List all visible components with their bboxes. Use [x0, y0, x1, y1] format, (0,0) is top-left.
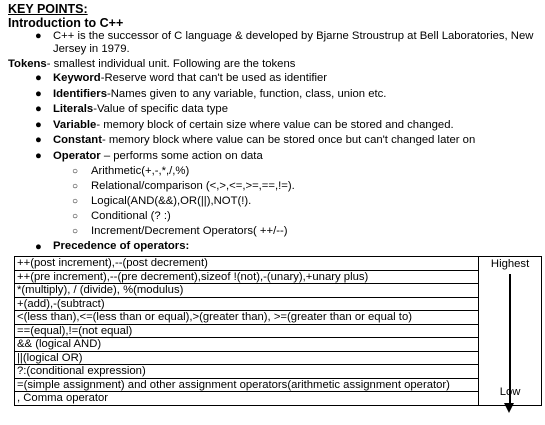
- bullet-icon: ●: [35, 30, 42, 42]
- precedence-row: [15, 324, 542, 338]
- precedence-cell: ?:(conditional expression): [15, 365, 479, 379]
- precedence-row: [15, 270, 542, 284]
- precedence-cell: =(simple assignment) and other assignment operators(arithmetic assignment operator): [15, 378, 479, 392]
- token-item: [8, 118, 543, 134]
- precedence-cell: *(multiply), / (divide), %(modulus): [15, 284, 479, 298]
- precedence-row: [15, 378, 542, 392]
- bullet-icon: ●: [35, 87, 42, 100]
- precedence-table: [14, 256, 542, 406]
- operator-type-item: [8, 179, 543, 194]
- token-term: Literals: [53, 103, 94, 115]
- intro-bullet: [8, 30, 543, 56]
- intro-heading: Introduction to C++: [8, 16, 124, 30]
- circle-bullet-icon: ○: [72, 181, 79, 192]
- operator-type-text: Increment/Decrement Operators( ++/--): [91, 225, 288, 237]
- precedence-row: [15, 284, 542, 298]
- token-desc: -Names given to any variable, function, class, union etc.: [107, 87, 387, 100]
- token-item-text: [53, 103, 228, 115]
- operator-type-text: Conditional (? :): [91, 210, 171, 222]
- tokens-label: Tokens: [8, 58, 47, 70]
- highest-label: Highest: [490, 258, 530, 270]
- precedence-row: [15, 365, 542, 379]
- operator-type-item: [8, 194, 543, 209]
- bullet-icon: ●: [35, 241, 42, 253]
- tokens-line: [8, 57, 543, 71]
- token-item: [8, 149, 543, 165]
- token-item-text: [53, 134, 475, 146]
- token-item: [8, 133, 543, 149]
- operator-type-item: [8, 209, 543, 224]
- circle-bullet-icon: ○: [72, 166, 79, 177]
- precedence-row: [15, 351, 542, 365]
- operator-type-text: Logical(AND(&&),OR(||),NOT(!).: [91, 195, 252, 207]
- precedence-cell: , Comma operator: [15, 392, 479, 406]
- operator-type-item: [8, 224, 543, 239]
- precedence-cell: ==(equal),!=(not equal): [15, 324, 479, 338]
- precedence-cell: ++(post increment),--(post decrement): [15, 257, 479, 271]
- token-item: [8, 102, 543, 118]
- precedence-direction-cell: [479, 257, 542, 406]
- token-desc: -Value of specific data type: [93, 103, 228, 115]
- token-term: Keyword: [53, 72, 101, 84]
- token-term: Constant: [53, 134, 102, 146]
- key-points-heading: KEY POINTS:: [8, 2, 88, 16]
- precedence-cell: ||(logical OR): [15, 351, 479, 365]
- token-item-text: [53, 72, 327, 84]
- token-term: Operator: [53, 149, 101, 162]
- token-item-text: [53, 88, 386, 100]
- operator-type-text: Relational/comparison (<,>,<=,>=,==,!=).: [91, 180, 295, 192]
- operator-type-text: Arithmetic(+,-,*,/,%): [91, 165, 190, 177]
- token-term: Identifiers: [53, 87, 107, 100]
- operator-type-item: [8, 164, 543, 179]
- precedence-heading: [8, 239, 543, 253]
- token-item-text: [53, 119, 454, 131]
- token-item: [8, 71, 543, 87]
- token-desc: - memory block where value can be stored once but can't changed later on: [101, 134, 476, 146]
- bullet-icon: ●: [35, 118, 42, 131]
- intro-bullet-text: C++ is the successor of C language & developed by Bjarne Stroustrup at Bell Laboratories, New Jersey in 1979.: [53, 30, 534, 55]
- token-item-text: [53, 150, 263, 162]
- precedence-cell: && (logical AND): [15, 338, 479, 352]
- lowest-label: Low: [499, 386, 521, 398]
- precedence-row: [15, 392, 542, 406]
- precedence-row: [15, 338, 542, 352]
- arrow-head-icon: [504, 403, 514, 413]
- operator-type-list: [8, 164, 543, 239]
- token-desc: -Reserve word that can't be used as identifier: [100, 72, 328, 84]
- bullet-icon: ●: [35, 72, 42, 84]
- token-desc: – performs some action on data: [100, 149, 263, 162]
- bullet-icon: ●: [35, 134, 42, 146]
- precedence-row: [15, 311, 542, 325]
- tokens-text: - smallest individual unit. Following are the tokens: [46, 58, 296, 70]
- circle-bullet-icon: ○: [72, 226, 79, 237]
- precedence-title-text: Precedence of operators:: [53, 240, 190, 252]
- precedence-cell: ++(pre increment),--(pre decrement),sizeof !(not),-(unary),+unary plus): [15, 270, 479, 284]
- token-desc: - memory block of certain size where value can be stored and changed.: [96, 118, 454, 131]
- token-term: Variable: [53, 118, 97, 131]
- bullet-icon: ●: [35, 149, 42, 162]
- precedence-cell: +(add),-(subtract): [15, 297, 479, 311]
- document-page: [8, 2, 543, 253]
- bullet-icon: ●: [35, 103, 42, 115]
- circle-bullet-icon: ○: [72, 196, 79, 207]
- token-list: [8, 71, 543, 164]
- precedence-cell: <(less than),<=(less than or equal),>(greater than), >=(greater than or equal to): [15, 311, 479, 325]
- token-item: [8, 87, 543, 103]
- circle-bullet-icon: ○: [72, 211, 79, 222]
- precedence-row: [15, 297, 542, 311]
- precedence-row: [15, 257, 542, 271]
